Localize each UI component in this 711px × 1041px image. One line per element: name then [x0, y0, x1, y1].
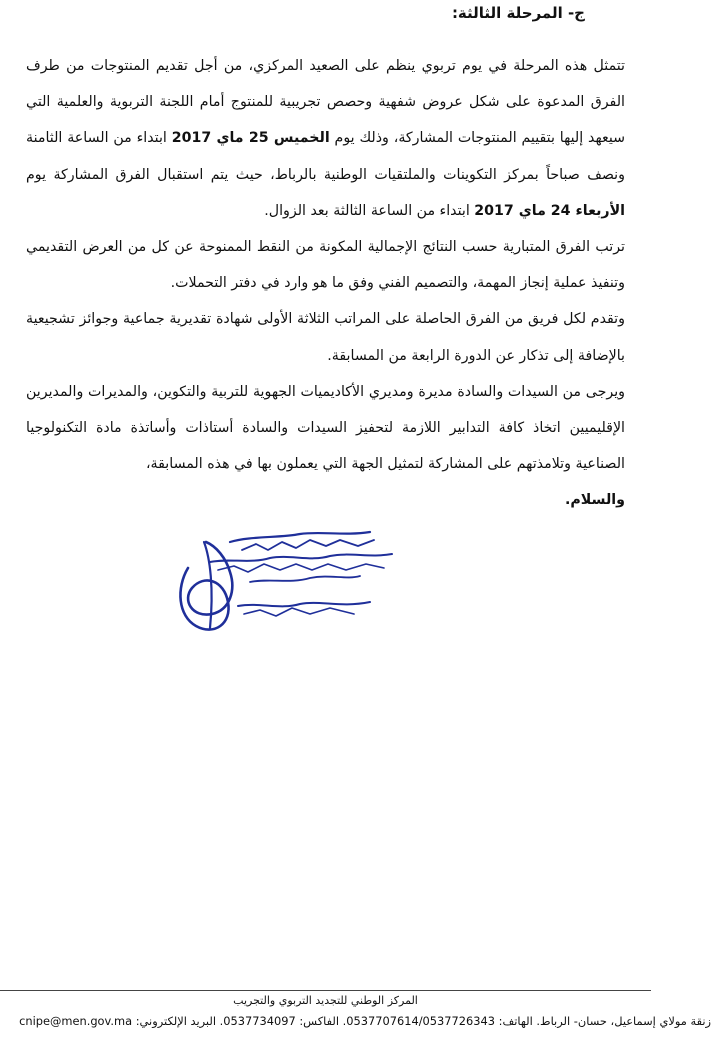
closing-text: والسلام. [564, 492, 625, 509]
paragraph-text: ابتداء من الساعة الثامنة ونصف صباحاً بمركز التكوينات والملتقيات الوطنية بالرباط، حيث يتم استقبال الفرق المشاركة يوم [26, 130, 625, 183]
event-date-wednesday: الأربعاء 24 ماي 2017 [474, 202, 625, 219]
paragraph-ranking: ترتب الفرق المتبارية حسب النتائج الإجمالية المكونة من النقط الممنوحة عن كل من العرض التقديمي وتنفيذ عملية إنجاز المهمة، والتصميم الفني وفق ما هو وارد في دفتر التحملات. [26, 239, 625, 292]
footer-contact-info: زنقة مولاي إسماعيل، حسان- الرباط. الهاتف: 0537707614/0537726343. الفاكس: 0537734097. البريد الإلكتروني: cnipe@men.gov.ma [19, 1014, 711, 1028]
handwritten-signature [170, 528, 400, 640]
footer-divider [0, 990, 651, 991]
footer-organization: المركز الوطني للتجديد التربوي والتجريب [233, 994, 418, 1007]
paragraph-awards: وتقدم لكل فريق من الفرق الحاصلة على المراتب الثلاثة الأولى شهادة تقديرية جماعية وجوائز تشجيعية بالإضافة إلى تذكار عن الدورة الرابعة من المسابقة. [26, 311, 625, 364]
signature-stamp-icon [170, 528, 400, 640]
paragraph-request: ويرجى من السيدات والسادة مديرة ومديري الأكاديميات الجهوية للتربية والتكوين، والمديرات والمديرين الإقليميين اتخاذ كافة التدابير اللازمة لتحفيز السيدات والسادة أستاذات وأساتذة مادة التكنولوجيا الصناعية وتلامذتهم على المشاركة لتمثيل الجهة التي يعملون بها في هذه المسابقة، [26, 383, 625, 473]
letter-body [26, 48, 625, 519]
letterhead-footer [0, 990, 711, 1041]
paragraph-text: تتمثل هذه المرحلة في يوم تربوي ينظم على الصعيد المركزي، من أجل تقديم المنتوجات من طرف الفرق المدعوة على شكل عروض شفهية وحصص تجريبية للمنتوج أمام اللجنة التربوية والعلمية التي سيعهد إليها بتقييم المنتوجات المشاركة، وذلك يوم [26, 58, 625, 147]
event-date-thursday: الخميس 25 ماي 2017 [171, 130, 330, 147]
paragraph-text: ابتداء من الساعة الثالثة بعد الزوال. [264, 202, 475, 219]
closing-salutation [26, 482, 625, 518]
paragraph-stage-description [26, 48, 625, 229]
section-heading: ج- المرحلة الثالثة: [451, 4, 585, 22]
